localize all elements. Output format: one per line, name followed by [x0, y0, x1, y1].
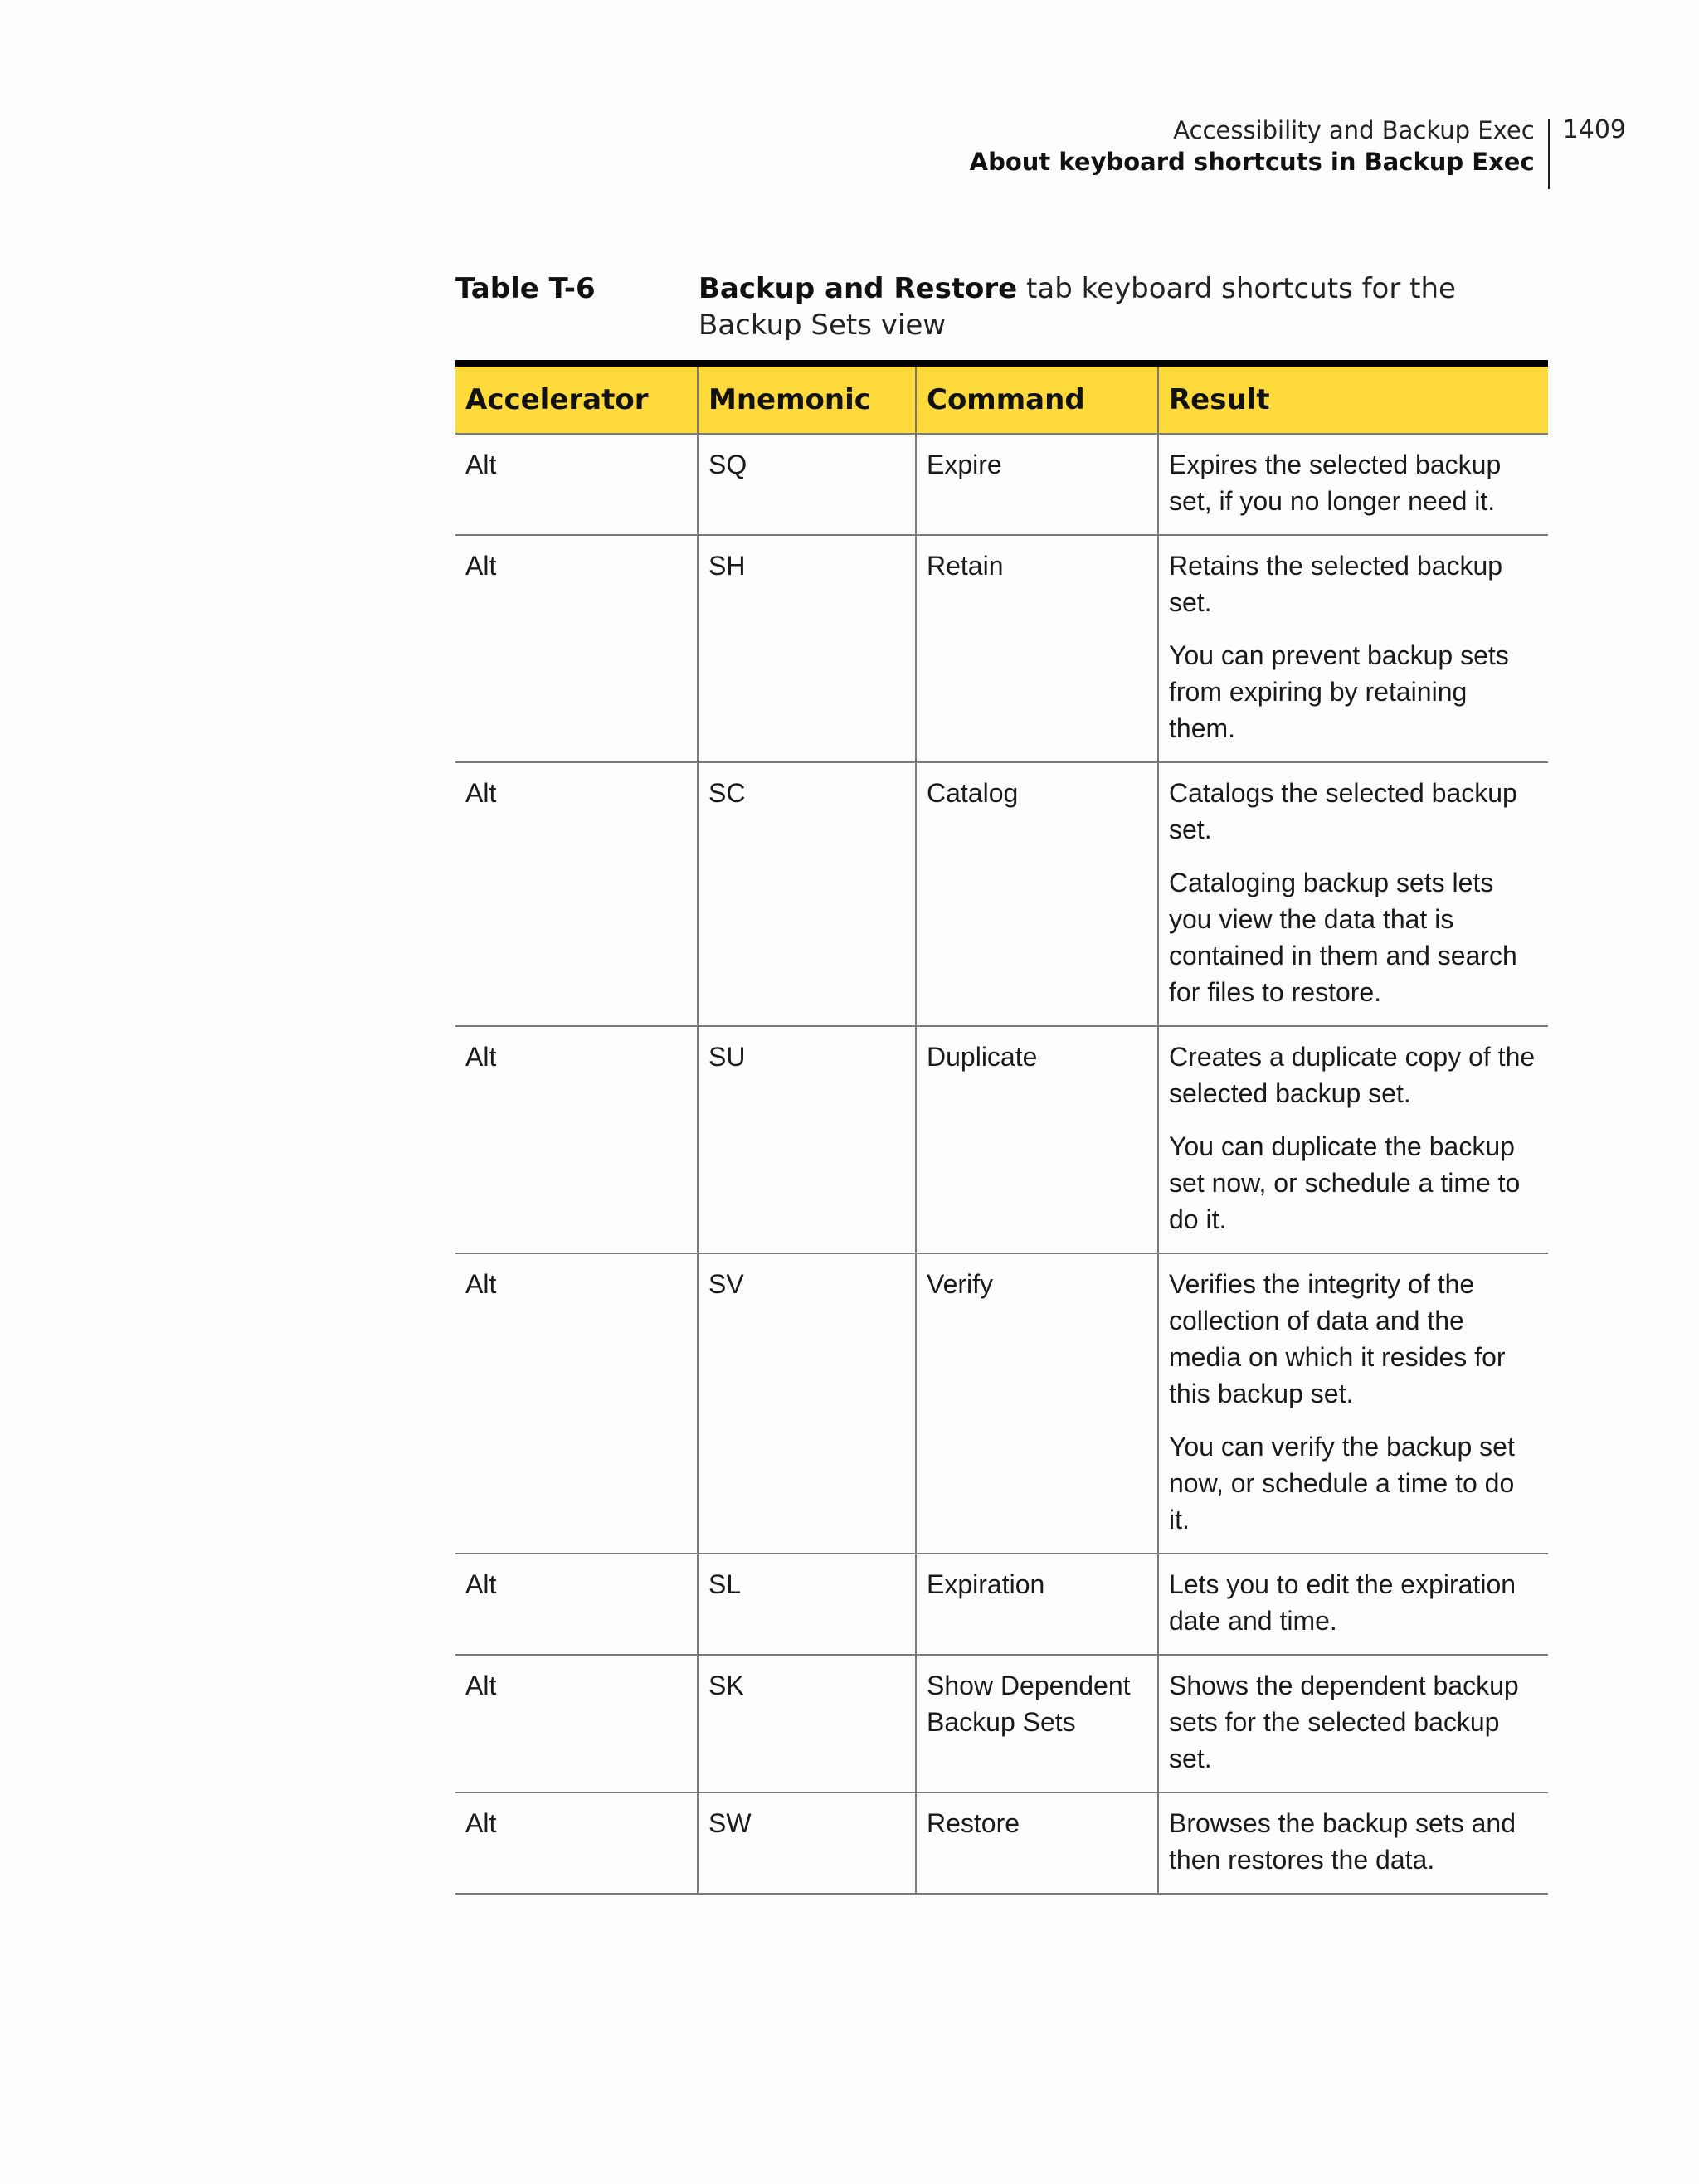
result-paragraph: Verifies the integrity of the collection of data and the media on which it resides for this backup set. [1169, 1269, 1506, 1408]
result-paragraph: Shows the dependent backup sets for the selected backup set. [1169, 1671, 1519, 1773]
table-header-row [455, 363, 1548, 434]
cell-mnemonic: SV [698, 1253, 916, 1554]
cell-accelerator: Alt [455, 535, 698, 762]
cell-accelerator: Alt [455, 434, 698, 535]
cell-mnemonic: SC [698, 762, 916, 1026]
table-row [455, 434, 1548, 535]
cell-result [1158, 1554, 1548, 1655]
result-paragraph: Browses the backup sets and then restores the data. [1169, 1808, 1516, 1875]
cell-command: Expire [916, 434, 1158, 535]
cell-accelerator: Alt [455, 1026, 698, 1253]
header-accelerator: Accelerator [455, 363, 698, 434]
table-row [455, 1655, 1548, 1792]
table-row [455, 535, 1548, 762]
result-paragraph: Lets you to edit the expiration date and time. [1169, 1569, 1516, 1636]
cell-command: Show Dependent Backup Sets [916, 1655, 1158, 1792]
page-number: 1409 [1562, 115, 1626, 144]
running-header [970, 114, 1626, 189]
table-body [455, 434, 1548, 1894]
cell-result [1158, 434, 1548, 535]
table-title-bold: Backup and Restore [699, 272, 1018, 305]
table-row [455, 1253, 1548, 1554]
table-row [455, 1792, 1548, 1894]
cell-command: Duplicate [916, 1026, 1158, 1253]
cell-mnemonic: SW [698, 1792, 916, 1894]
result-paragraph: Retains the selected backup set. [1169, 551, 1503, 617]
cell-accelerator: Alt [455, 1655, 698, 1792]
header-command: Command [916, 363, 1158, 434]
cell-command: Retain [916, 535, 1158, 762]
table-row [455, 1554, 1548, 1655]
chapter-title: Accessibility and Backup Exec [1173, 116, 1535, 144]
cell-accelerator: Alt [455, 762, 698, 1026]
table-title [699, 270, 1553, 343]
cell-result [1158, 1026, 1548, 1253]
cell-mnemonic: SH [698, 535, 916, 762]
cell-result [1158, 535, 1548, 762]
cell-mnemonic: SK [698, 1655, 916, 1792]
result-paragraph: Creates a duplicate copy of the selected backup set. [1169, 1042, 1536, 1108]
table-label: Table T-6 [455, 272, 596, 305]
table-row [455, 1026, 1548, 1253]
cell-mnemonic: SU [698, 1026, 916, 1253]
table-row [455, 762, 1548, 1026]
section-title: About keyboard shortcuts in Backup Exec [969, 148, 1535, 176]
cell-result [1158, 1655, 1548, 1792]
shortcut-table [455, 360, 1548, 1895]
cell-mnemonic: SL [698, 1554, 916, 1655]
cell-accelerator: Alt [455, 1792, 698, 1894]
result-paragraph: You can verify the backup set now, or schedule a time to do it. [1169, 1432, 1515, 1535]
result-paragraph: Catalogs the selected backup set. [1169, 778, 1517, 844]
result-paragraph: You can prevent backup sets from expiring by retaining them. [1169, 640, 1509, 743]
cell-result [1158, 1792, 1548, 1894]
result-paragraph: You can duplicate the backup set now, or schedule a time to do it. [1169, 1131, 1521, 1234]
cell-command: Catalog [916, 762, 1158, 1026]
cell-accelerator: Alt [455, 1554, 698, 1655]
table-title-rest: tab keyboard shortcuts for the Backup Sets view [699, 272, 1456, 342]
cell-accelerator: Alt [455, 1253, 698, 1554]
header-mnemonic: Mnemonic [698, 363, 916, 434]
cell-result [1158, 1253, 1548, 1554]
cell-command: Restore [916, 1792, 1158, 1894]
header-result: Result [1158, 363, 1548, 434]
result-paragraph: Expires the selected backup set, if you no longer need it. [1169, 450, 1502, 516]
cell-command: Expiration [916, 1554, 1158, 1655]
cell-command: Verify [916, 1253, 1158, 1554]
running-header-titles [970, 114, 1548, 189]
result-paragraph: Cataloging backup sets lets you view the data that is contained in them and search for files to restore. [1169, 868, 1517, 1007]
cell-mnemonic: SQ [698, 434, 916, 535]
cell-result [1158, 762, 1548, 1026]
